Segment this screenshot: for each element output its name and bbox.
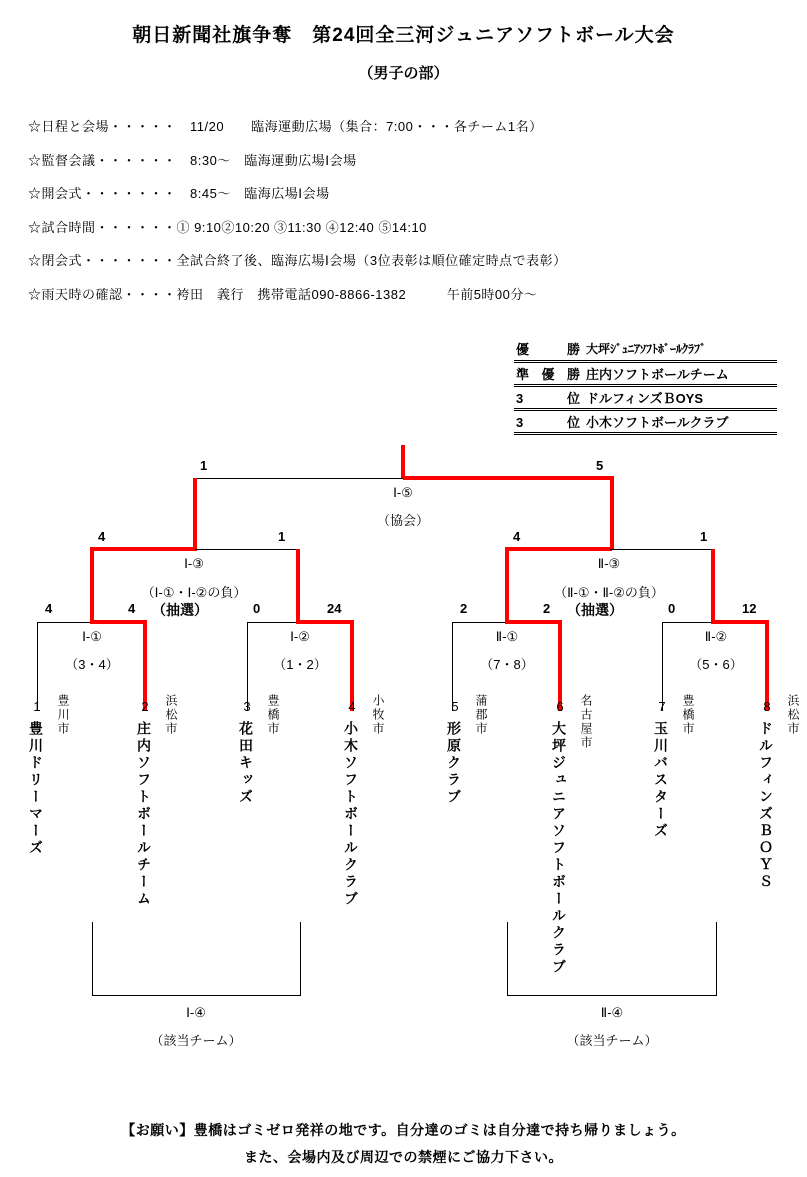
team-number: 7 <box>658 699 666 714</box>
team-number: 1 <box>33 699 41 714</box>
page-subtitle: （男子の部） <box>358 65 449 82</box>
bracket-line <box>610 549 715 550</box>
bracket-line <box>401 445 405 479</box>
bracket-line <box>662 622 715 623</box>
qf3-note: （7・8） <box>480 657 534 672</box>
team-city: 豊橋市 <box>266 694 280 736</box>
qf4-note: （5・6） <box>689 657 743 672</box>
qf1-note: （3・4） <box>65 657 119 672</box>
table-row <box>514 385 777 409</box>
semifinal-left-score-left: 4 <box>98 529 106 544</box>
info-line-closing-ceremony: ☆閉会式・・・・・・・全試合終了後、臨海広場Ⅰ会場（3位表彰は順位確定時点で表彰） <box>28 253 567 268</box>
bracket-line <box>662 622 663 711</box>
semifinal-left-note: （Ⅰ-①・Ⅰ-②の負） <box>141 585 247 600</box>
team-city: 蒲郡市 <box>474 694 488 736</box>
qf2-note: （1・2） <box>273 657 327 672</box>
results-table <box>514 337 777 435</box>
bracket-line <box>716 922 717 996</box>
rank-team: ドルフィンズＢOYS <box>580 385 777 409</box>
bracket-line <box>90 547 197 551</box>
info-line-opening-ceremony: ☆開会式・・・・・・・ 8:45～ 臨海広場Ⅰ会場 <box>28 186 330 201</box>
qf1-lottery-note: （抽選） <box>152 602 208 618</box>
team-number: 8 <box>763 699 771 714</box>
bracket-line <box>296 620 354 624</box>
bracket-line <box>90 620 147 624</box>
consolation-right-note: （該当チーム） <box>566 1033 658 1048</box>
qf3-score-right: 2 <box>543 601 551 616</box>
bracket-line <box>300 922 301 996</box>
qf1-score-right: 4 <box>128 601 136 616</box>
team-name: ドルフィンズＢＯＹＳ <box>758 721 774 891</box>
bracket-line <box>193 478 197 550</box>
info-line-schedule: ☆日程と会場・・・・・ 11/20 臨海運動広場（集合：7:00・・・各チーム1名） <box>28 119 543 134</box>
page-title: 朝日新聞社旗争奪 第24回全三河ジュニアソフトボール大会 <box>132 25 675 46</box>
team-name: 形原クラブ <box>446 721 462 806</box>
semifinal-right-score-left: 4 <box>513 529 521 544</box>
info-line-game-times: ☆試合時間・・・・・・① 9:10②10:20 ③11:30 ④12:40 ⑤14:10 <box>28 220 427 235</box>
qf1-id: Ⅰ-① <box>82 629 102 644</box>
team-city: 名古屋市 <box>579 694 593 750</box>
rank-team: 大坪ｼﾞｭﾆｱｿﾌﾄﾎﾞｰﾙｸﾗﾌﾞ <box>580 337 777 361</box>
final-match-note: （協会） <box>376 513 430 528</box>
bracket-line <box>143 622 147 711</box>
team-name: 庄内ソフトボールチーム <box>136 721 152 908</box>
semifinal-right-note: （Ⅱ-①・Ⅱ-②の負） <box>554 585 664 600</box>
qf2-score-right: 24 <box>327 601 342 616</box>
consolation-left-note: （該当チーム） <box>150 1033 242 1048</box>
consolation-right-id: Ⅱ-④ <box>600 1005 624 1020</box>
team-name: 花田キッズ <box>238 721 254 806</box>
info-line-managers-meeting: ☆監督会議・・・・・・ 8:30～ 臨海運動広場Ⅰ会場 <box>28 153 357 168</box>
qf2-score-left: 0 <box>253 601 261 616</box>
bracket-line <box>37 622 92 623</box>
bracket-line <box>296 549 300 623</box>
bracket-line <box>195 478 403 479</box>
team-name: 玉川バスターズ <box>653 721 669 840</box>
team-number: 5 <box>451 699 459 714</box>
bracket-line <box>505 547 612 551</box>
semifinal-right-id: Ⅱ-③ <box>597 556 621 571</box>
bracket-line <box>711 620 769 624</box>
rank-label: 3 位 <box>514 385 580 409</box>
bracket-line <box>507 922 508 996</box>
bracket-line <box>90 549 94 623</box>
rank-team: 小木ソフトボールクラブ <box>580 409 777 433</box>
bracket-line <box>247 622 300 623</box>
semifinal-right-score-right: 1 <box>700 529 708 544</box>
team-number: 2 <box>141 699 149 714</box>
bracket-line <box>507 995 717 996</box>
bracket-line <box>452 622 507 623</box>
team-name: 大坪ジュニアソフトボールクラブ <box>551 721 567 976</box>
bracket-line <box>403 476 614 480</box>
notice-line-2: また、会場内及び周辺での禁煙にご協力下さい。 <box>244 1149 563 1165</box>
table-row <box>514 361 777 385</box>
semifinal-left-id: Ⅰ-③ <box>184 556 204 571</box>
notice-line-1: 【お願い】豊橋はゴミゼロ発祥の地です。自分達のゴミは自分達で持ち帰りましょう。 <box>121 1122 686 1138</box>
team-number: 4 <box>348 699 356 714</box>
rank-team: 庄内ソフトボールチーム <box>580 361 777 385</box>
qf4-score-right: 12 <box>742 601 757 616</box>
bracket-line <box>92 995 301 996</box>
bracket-line <box>92 922 93 996</box>
qf2-id: Ⅰ-② <box>290 629 310 644</box>
team-city: 浜松市 <box>786 694 800 736</box>
bracket-line <box>350 622 354 711</box>
info-line-rain-contact: ☆雨天時の確認・・・・袴田 義行 携帯電話090-8866-1382 午前5時00分～ <box>28 287 538 302</box>
final-match-id: Ⅰ-⑤ <box>393 485 413 500</box>
table-row <box>514 337 777 361</box>
qf3-score-left: 2 <box>460 601 468 616</box>
team-city: 小牧市 <box>371 694 385 736</box>
bracket-line <box>452 622 453 711</box>
bracket-line <box>711 549 715 623</box>
team-city: 浜松市 <box>164 694 178 736</box>
table-row <box>514 409 777 433</box>
qf3-id: Ⅱ-① <box>495 629 519 644</box>
team-number: 6 <box>556 699 564 714</box>
team-name: 小木ソフトボールクラブ <box>343 721 359 908</box>
qf4-id: Ⅱ-② <box>704 629 728 644</box>
rank-label: 3 位 <box>514 409 580 433</box>
team-city: 豊橋市 <box>681 694 695 736</box>
bracket-line <box>558 622 562 711</box>
qf4-score-left: 0 <box>668 601 676 616</box>
bracket-line <box>505 549 509 623</box>
rank-label: 準優勝 <box>514 361 580 385</box>
team-number: 3 <box>243 699 251 714</box>
bracket-line <box>195 549 298 550</box>
final-left-score: 1 <box>200 458 208 473</box>
qf3-lottery-note: （抽選） <box>567 602 623 618</box>
team-name: 豊川ドリーマーズ <box>28 721 44 857</box>
bracket-line <box>247 622 248 711</box>
qf1-score-left: 4 <box>45 601 53 616</box>
rank-label: 優 勝 <box>514 337 580 361</box>
semifinal-left-score-right: 1 <box>278 529 286 544</box>
bracket-line <box>765 622 769 711</box>
bracket-line <box>610 478 614 550</box>
bracket-line <box>37 622 38 711</box>
final-right-score: 5 <box>596 458 604 473</box>
consolation-left-id: Ⅰ-④ <box>186 1005 206 1020</box>
bracket-line <box>505 620 562 624</box>
team-city: 豊川市 <box>56 694 70 736</box>
